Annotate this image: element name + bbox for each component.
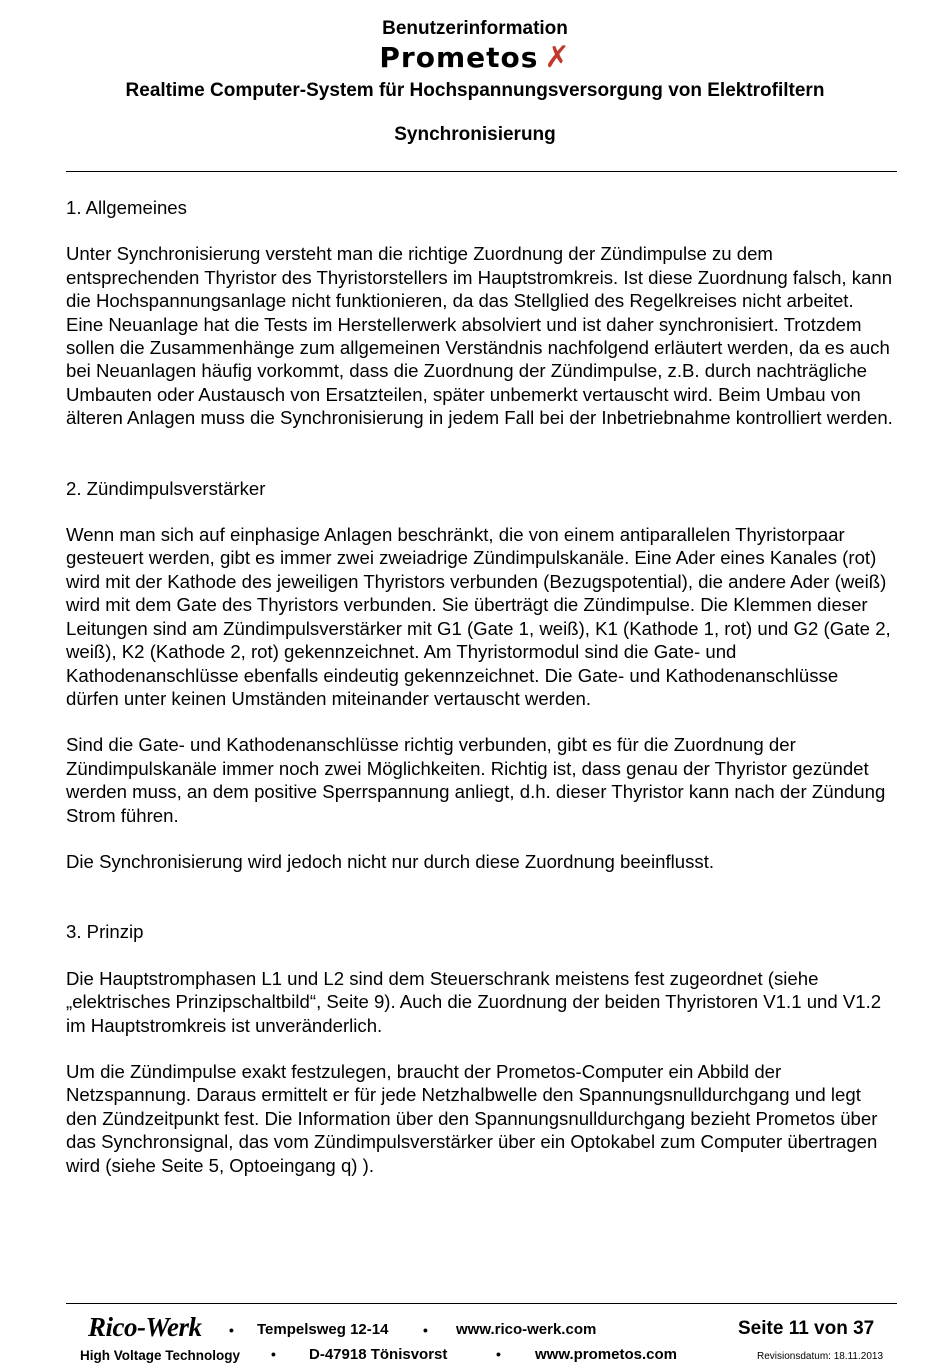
document-body xyxy=(66,196,896,1177)
document-type: Benutzerinformation xyxy=(382,18,568,39)
footer-website-prometos[interactable]: www.prometos.com xyxy=(535,1346,677,1363)
bullet-icon: • xyxy=(496,1346,501,1362)
header-divider xyxy=(66,171,897,172)
page-number: Seite 11 von 37 xyxy=(738,1318,875,1339)
footer-tagline: High Voltage Technology xyxy=(80,1348,241,1363)
body-paragraph: Unter Synchronisierung versteht man die richtige Zuordnung der Zündimpulse zu dem entsprechenden Thyristor des Thyristorstellers im Hauptstromkreis. Ist diese Zuordnung falsch, kann die Hochspannungsanlage nicht funktionieren, da das Stellglied des Regelkreises nicht arbeitet. Eine Neuanlage hat die Tests im Herstellerwerk absolviert und ist daher synchronisiert. Trotzdem sollen die Zusammenhänge zum allgemeinen Verständnis nachfolgend erläutert werden, da es auch bei Neuanlagen häufig vorkommt, dass die Zuordnung der Zündimpulse, z.B. durch nachträgliche Umbauten oder Austausch von Ersatzteilen, später unbemerkt vertauscht wird. Beim Umbau von älteren Anlagen muss die Synchronisierung in jedem Fall bei der Inbetriebnahme kontrolliert werden. xyxy=(66,243,893,429)
section-heading: 2. Zündimpulsverstärker xyxy=(66,477,266,499)
body-paragraph: Sind die Gate- und Kathodenanschlüsse richtig verbunden, gibt es für die Zuordnung der Zündimpulskanäle immer noch zwei Möglichkeiten. Richtig ist, dass genau der Thyristor gezündet werden muss, an dem positive Sperrspannung anliegt, d.h. dieser Thyristor kann nach der Zündung Strom führen. xyxy=(66,734,886,826)
footer-city: D-47918 Tönisvorst xyxy=(309,1346,448,1363)
brand-x-icon: ✗ xyxy=(544,40,571,75)
document-topic: Synchronisierung xyxy=(394,124,556,145)
document-subtitle: Realtime Computer-System für Hochspannungsversorgung von Elektrofiltern xyxy=(125,80,825,101)
company-logo: Rico-Werk xyxy=(88,1312,202,1342)
footer-row-2 xyxy=(0,1346,950,1368)
body-paragraph: Um die Zündimpulse exakt festzulegen, braucht der Prometos-Computer ein Abbild der Netzspannung. Daraus ermittelt er für jede Netzhalbwelle den Spannungsnulldurchgang und legt den Zündzeitpunkt fest. Die Information über den Spannungsnulldurchgang bezieht Prometos über das Synchronsignal, das vom Zündimpulsverstärker über ein Optokabel zum Computer übertragen wird (siehe Seite 5, Optoeingang q) ). xyxy=(66,1060,878,1176)
product-brand xyxy=(0,42,950,74)
revision-date: Revisionsdatum: 18.11.2013 xyxy=(757,1351,884,1362)
bullet-icon: • xyxy=(423,1322,428,1338)
section-heading: 3. Prinzip xyxy=(66,921,144,943)
footer-divider xyxy=(66,1303,897,1304)
body-paragraph: Die Synchronisierung wird jedoch nicht nur durch diese Zuordnung beeinflusst. xyxy=(66,850,715,872)
body-paragraph: Die Hauptstromphasen L1 und L2 sind dem Steuerschrank meistens fest zugeordnet (siehe „elektrisches Prinzipschaltbild“, Seite 9). Auch die Zuordnung der beiden Thyristoren V1.1 und V1.2 im Hauptstromkreis ist unveränderlich. xyxy=(66,967,882,1036)
footer-street: Tempelsweg 12-14 xyxy=(257,1321,389,1338)
footer-website-rico[interactable]: www.rico-werk.com xyxy=(456,1321,597,1338)
bullet-icon: • xyxy=(271,1346,276,1362)
brand-name: Prometos xyxy=(379,41,539,74)
section-heading: 1. Allgemeines xyxy=(66,197,187,218)
page-header xyxy=(0,16,950,148)
body-paragraph: Wenn man sich auf einphasige Anlagen beschränkt, die von einem antiparallelen Thyristorpaar gesteuert werden, gibt es immer zwei zweiadrige Zündimpulskanäle. Eine Ader eines Kanales (rot) wird mit der Kathode des jeweiligen Thyristors verbunden (Bezugspotential), die andere Ader (weiß) wird mit dem Gate des Thyristors verbunden. Sie überträgt die Zündimpulse. Die Klemmen dieser Leitungen sind am Zündimpulsverstärker mit G1 (Gate 1, weiß), K1 (Kathode 1, rot) und G2 (Gate 2, weiß), K2 (Kathode 2, rot) gekennzeichnet. Am Thyristormodul sind die Gate- und Kathodenanschlüsse ebenfalls eindeutig gekennzeichnet. Die Gate- und Kathodenanschlüsse dürfen unter keinen Umständen miteinander vertauscht werden. xyxy=(66,524,891,709)
footer-row-1 xyxy=(0,1314,950,1344)
bullet-icon: • xyxy=(229,1322,234,1338)
